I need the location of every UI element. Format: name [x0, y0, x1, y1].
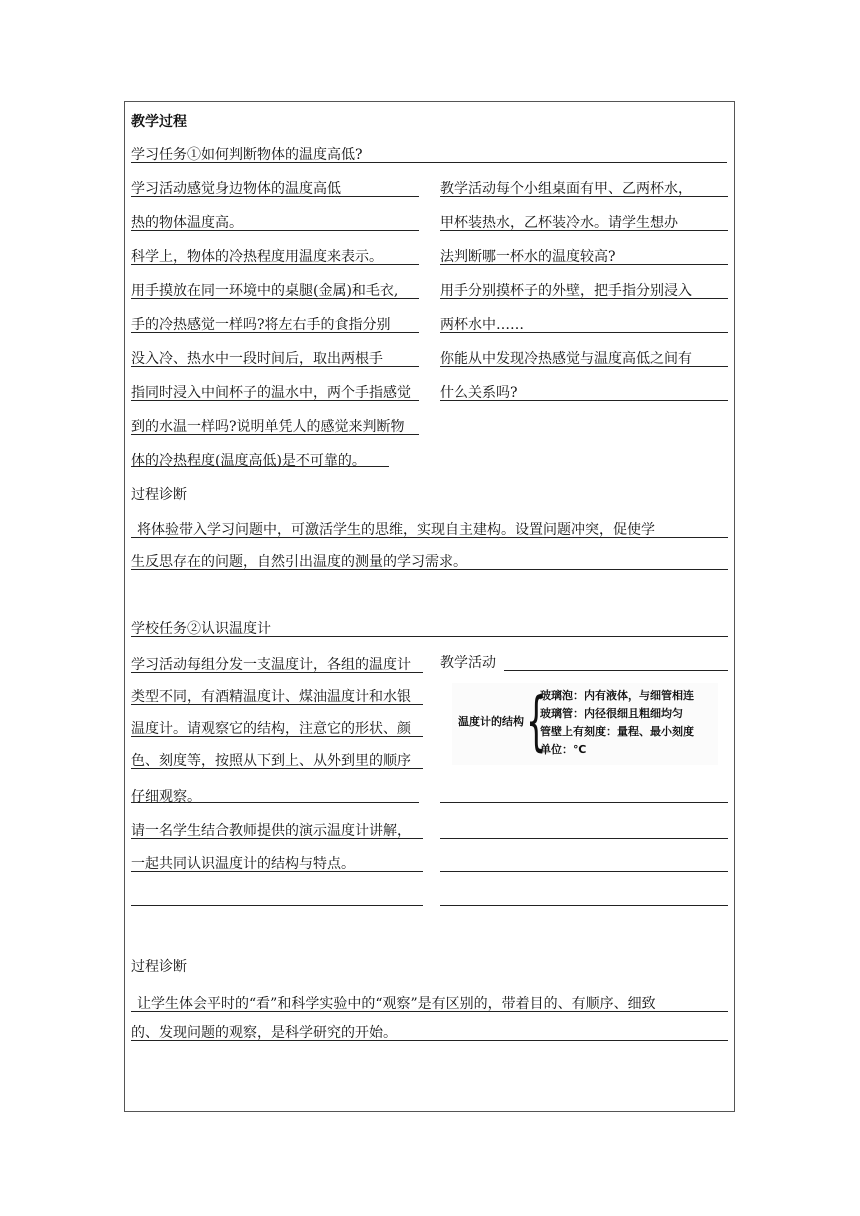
diagram-item: 玻璃管：内径很细且粗细均匀	[540, 707, 683, 720]
section-title: 教学过程	[131, 114, 187, 130]
underline	[131, 537, 728, 538]
task1-right-line: 法判断哪一杯水的温度较高?	[440, 249, 616, 265]
underline	[131, 196, 419, 197]
underline	[131, 298, 419, 299]
underline	[131, 905, 423, 906]
underline	[131, 230, 419, 231]
diagram-item: 单位：℃	[540, 743, 587, 756]
task1-left-line: 学习活动感觉身边物体的温度高低	[131, 181, 341, 197]
underline	[131, 871, 423, 872]
underline	[131, 569, 728, 570]
task1-left-line: 指同时浸入中间杯子的温水中，两个手指感觉	[131, 385, 411, 401]
underline	[131, 1040, 728, 1041]
underline	[440, 802, 728, 803]
task1-left-line: 用手摸放在同一环境中的桌腿(金属)和毛衣,	[131, 283, 399, 299]
diagram-label: 温度计的结构	[458, 715, 524, 728]
thermometer-structure-diagram	[452, 683, 718, 765]
underline	[131, 802, 419, 803]
underline	[440, 196, 728, 197]
underline	[440, 838, 728, 839]
underline	[131, 736, 423, 737]
task2-left-line: 类型不同，有酒精温度计、煤油温度计和水银	[131, 689, 411, 705]
task1-right-line: 甲杯装热水，乙杯装冷水。请学生想办	[440, 215, 678, 231]
underline	[440, 298, 728, 299]
diagram-item: 管壁上有刻度：量程、最小刻度	[540, 725, 694, 738]
task2-left-line: 色、刻度等，按照从下到上、从外到里的顺序	[131, 753, 411, 769]
task1-left-line: 到的水温一样吗?说明单凭人的感觉来判断物	[131, 419, 405, 435]
task2-right-label: 教学活动	[440, 655, 496, 671]
underline	[131, 434, 419, 435]
diagnosis-title: 过程诊断	[131, 959, 187, 975]
underline	[440, 332, 728, 333]
task1-heading: 学习任务①如何判断物体的温度高低?	[131, 147, 363, 163]
task2-left-line: 学习活动每组分发一支温度计，各组的温度计	[131, 657, 411, 673]
underline	[131, 704, 423, 705]
task1-left-line: 体的冷热程度(温度高低)是不可靠的。	[131, 453, 366, 469]
diagnosis-line: 让学生体会平时的“看”和科学实验中的“观察”是有区别的，带着目的、有顺序、细致	[137, 996, 656, 1012]
diagram-item: 玻璃泡：内有液体，与细管相连	[540, 689, 694, 702]
task1-right-line: 你能从中发现冷热感觉与温度高低之间有	[440, 351, 692, 367]
task1-right-line: 教学活动每个小组桌面有甲、乙两杯水，	[440, 181, 692, 197]
task1-right-line: 两杯水中……	[440, 317, 524, 333]
task1-right-line: 用手分别摸杯子的外壁，把手指分别浸入	[440, 283, 692, 299]
task1-left-line: 科学上，物体的冷热程度用温度来表示。	[131, 249, 383, 265]
task2-heading: 学校任务②认识温度计	[131, 621, 271, 637]
task1-right-line: 什么关系吗?	[440, 385, 518, 401]
underline	[440, 871, 728, 872]
underline	[131, 332, 419, 333]
underline	[131, 838, 423, 839]
underline	[131, 1011, 728, 1012]
brace-icon: {	[526, 685, 547, 759]
task1-left-line: 没入冷、热水中一段时间后，取出两根手	[131, 351, 383, 367]
diagnosis-line: 将体验带入学习问题中，可激活学生的思维，实现自主建构。设置问题冲突，促使学	[137, 522, 655, 538]
underline	[131, 466, 389, 467]
underline	[440, 366, 728, 367]
underline	[440, 400, 728, 401]
task2-left-line: 温度计。请观察它的结构，注意它的形状、颜	[131, 721, 411, 737]
diagnosis-line: 生反思存在的问题，自然引出温度的测量的学习需求。	[131, 554, 467, 570]
task2-left-line: 请一名学生结合教师提供的演示温度计讲解，	[131, 823, 411, 839]
underline	[131, 636, 728, 637]
task2-left-line: 仔细观察。	[131, 789, 201, 805]
underline	[131, 264, 419, 265]
diagnosis-title: 过程诊断	[131, 487, 187, 503]
underline	[131, 366, 419, 367]
underline	[440, 264, 728, 265]
underline	[440, 230, 728, 231]
underline	[131, 400, 419, 401]
underline	[131, 768, 423, 769]
underline	[131, 162, 727, 163]
task1-left-line: 手的冷热感觉一样吗?将左右手的食指分别	[131, 317, 391, 333]
task1-left-line: 热的物体温度高。	[131, 215, 243, 231]
underline	[131, 672, 423, 673]
underline	[504, 670, 728, 671]
underline	[440, 905, 728, 906]
task2-left-line: 一起共同认识温度计的结构与特点。	[131, 856, 355, 872]
diagnosis-line: 的、发现问题的观察，是科学研究的开始。	[131, 1025, 397, 1041]
